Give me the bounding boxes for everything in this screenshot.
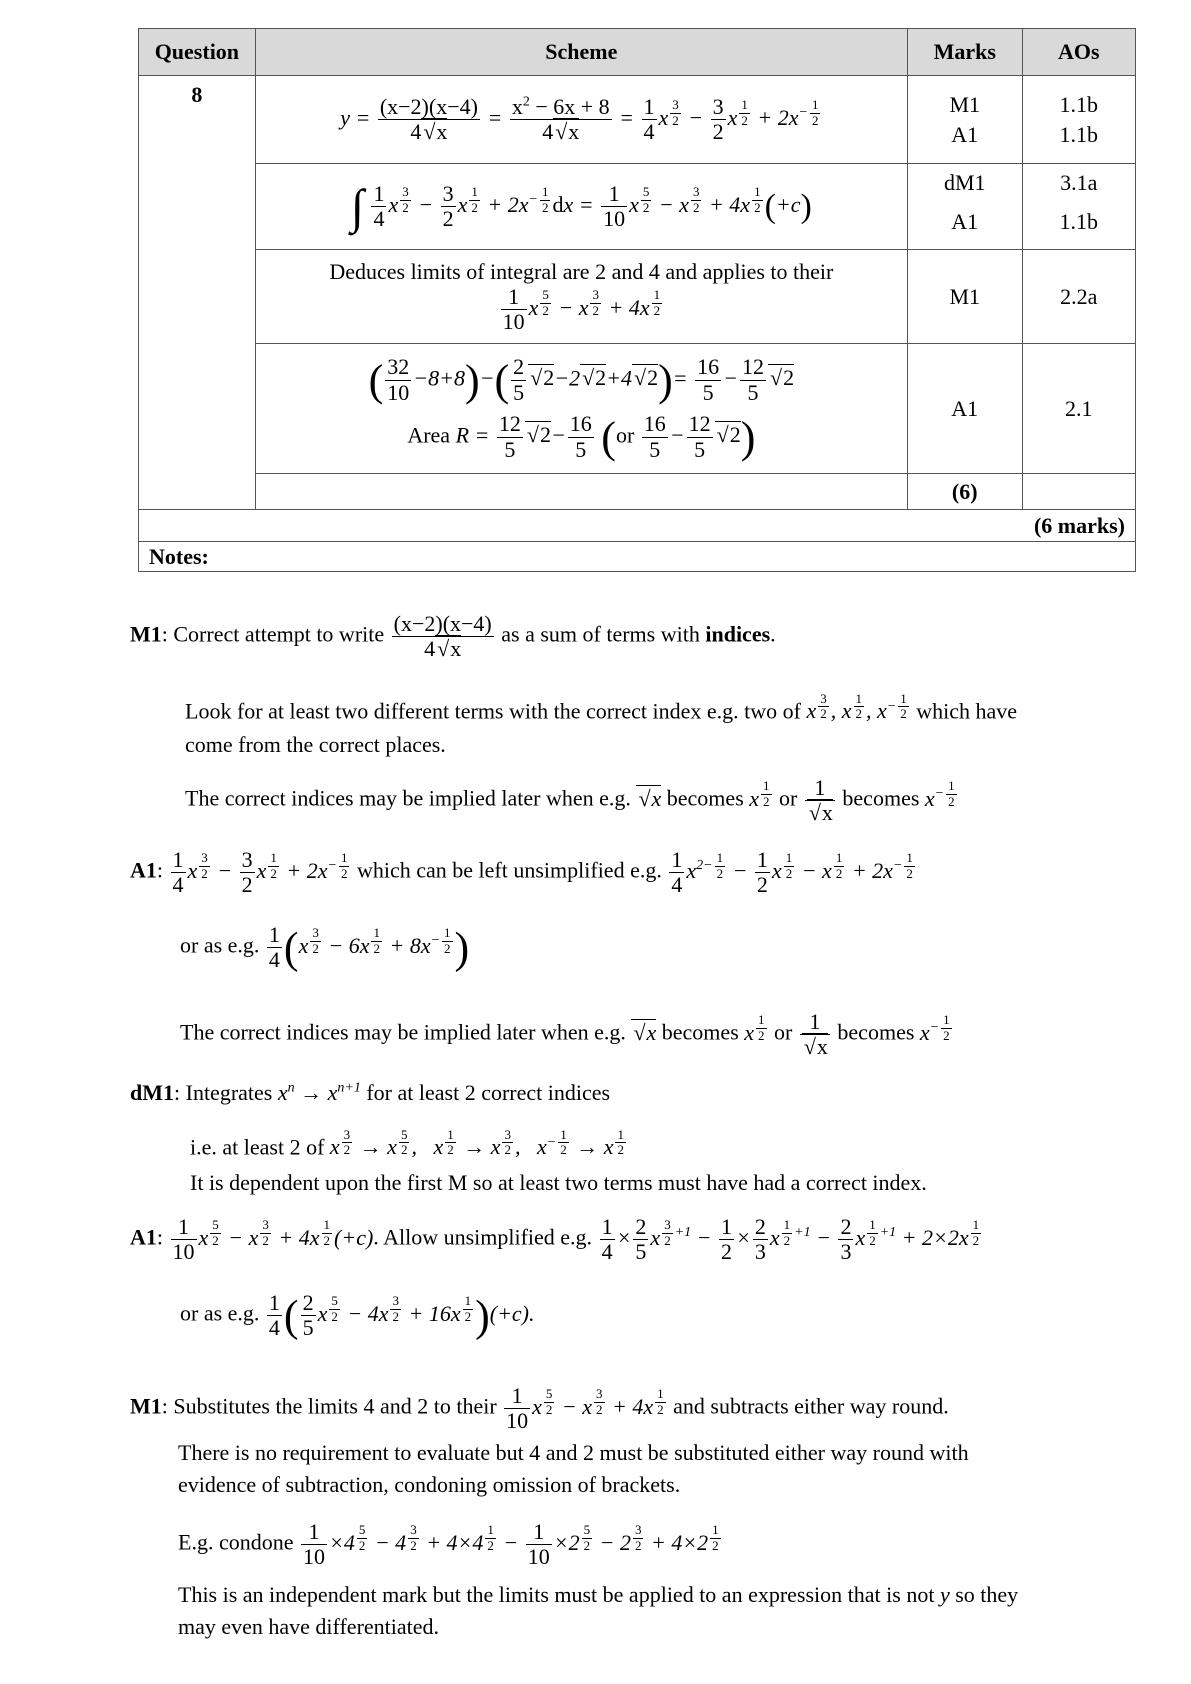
- header-scheme: Scheme: [255, 29, 907, 76]
- note-m1: M1: Correct attempt to write $\frac{(x-2)(x-4)}{4√ x}$ as a sum of terms with indices.: [130, 612, 776, 661]
- note-a1b: A1: $\frac{1}{10}$ x $^{\frac{5}{2}}$ − x $^{\frac{3}{2}}$ + 4x $^{\frac{1}{2}}$ (+c). Allow unsimplified e.g. $\frac{1}{4}$ × $\frac{2}{5}$ x $^{\frac{3}{2} +1}$ − $\frac{1}{2}$ × $\frac{2}{3}$ x $^{\frac{1}{2} +1}$ − $\frac{2}{3}$ x $^{\frac{1}{2} +1}$ + 2×2x $^{\frac{1}{2}}$: [130, 1214, 980, 1265]
- note-ie: i.e. at least 2 of x $^{\frac{3}{2}}$ → x $^{\frac{5}{2}}$ , x $^{\frac{1}{2}}$ → x $^{\frac{3}{2}}$ , $x^{- \frac{1}{2}}$ → x $^{\frac{1}{2}}$: [190, 1127, 624, 1160]
- limits-text: Deduces limits of integral are 2 and 4 and applies to their: [329, 258, 834, 284]
- aos-row-3: 2.2a: [1022, 250, 1135, 344]
- header-aos: AOs: [1022, 29, 1135, 76]
- scheme-row-4: ( $\frac{32}{10}$ −8+8)−( $\frac{2}{5}$ √ 2−2√ 2+4√ 2)= $\frac{16}{5}$ − $\frac{12}{5}$ √ 2 Area R = $\frac{12}{5}$ √ 2− $\frac{16}{5}$ (or $\frac{16}{5}$ − $\frac{12}{5}$ √ 2): [255, 344, 907, 474]
- note-dm1: dM1: Integrates $x^n \to x^{n+1}$ for at least 2 correct indices: [130, 1080, 611, 1105]
- aos-row-1: 1.1b 1.1b: [1022, 76, 1135, 164]
- note-a1-or: or as e.g. $\frac{1}{4}$ (x $^{\frac{3}{2}}$ − 6x $^{\frac{1}{2}}$ + $8x^{- \frac{1}{2}}$ ): [180, 921, 470, 972]
- scheme-row-2: ∫ $\frac{1}{4}$ x $^{\frac{3}{2}}$ − $\frac{3}{2}$ x $^{\frac{1}{2}}$ + $2x^{- \frac{1}{2}}$ dx = $\frac{1}{10}$ x $^{\frac{5}{2}}$ − x $^{\frac{3}{2}}$ + 4x $^{\frac{1}{2}}$ (+c): [255, 164, 907, 250]
- note-no-req-1: There is no requirement to evaluate but 4 and 2 must be substituted either way round with: [178, 1440, 969, 1465]
- header-question: Question: [139, 29, 256, 76]
- scheme-row-1: y = $\frac{(x-2)(x-4)}{4√ x}$ = $\frac{x^2 - 6x + 8}{4√ x}$ = $\frac{1}{4}$ x $^{\frac{3}{2}}$ − $\frac{3}{2}$ x $^{\frac{1}{2}}$ + $2x^{- \frac{1}{2}}$: [255, 76, 907, 164]
- aos-row-2: 3.1a 1.1b: [1022, 164, 1135, 250]
- aos-row-4: 2.1: [1022, 344, 1135, 474]
- mark-scheme-table: [138, 28, 1136, 572]
- note-eg-condone: E.g. condone $\frac{1}{10}$ ×4 $^{\frac{5}{2}}$ − 4 $^{\frac{3}{2}}$ + 4×4 $^{\frac{1}{2}}$ − $\frac{1}{10}$ ×2 $^{\frac{5}{2}}$ − 2 $^{\frac{3}{2}}$ + 4×2 $^{\frac{1}{2}}$: [178, 1519, 719, 1570]
- note-dependent: It is dependent upon the first M so at least two terms must have had a correct index.: [190, 1170, 927, 1195]
- scheme-row-5: [255, 474, 907, 510]
- note-m1b: M1: Substitutes the limits 4 and 2 to their $\frac{1}{10}$ x $^{\frac{5}{2}}$ − x $^{\frac{3}{2}}$ + 4x $^{\frac{1}{2}}$ and subtracts either way round.: [130, 1383, 949, 1434]
- or-text: or: [615, 422, 635, 448]
- marks-row-1: M1 A1: [907, 76, 1022, 164]
- note-implied-1: The correct indices may be implied later when e.g. √ x becomes x $^{\frac{1}{2}}$ or 1 √ x becomes $x^{- \frac{1}{2}}$: [185, 776, 959, 825]
- marks-row-2: dM1 A1: [907, 164, 1022, 250]
- scheme-row-3: Deduces limits of integral are 2 and 4 and applies to their $\frac{1}{10}$ x $^{\frac{5}{2}}$ − x $^{\frac{3}{2}}$ + 4x $^{\frac{1}{2}}$: [255, 250, 907, 344]
- note-look-for: Look for at least two different terms with the correct index e.g. two of x $^{\frac{3}{2}}$ , x $^{\frac{1}{2}}$ , $x^{- \frac{1}{2}}$ which have: [185, 691, 1018, 724]
- marks-total: (6): [907, 474, 1022, 510]
- area-label: Area: [407, 422, 451, 448]
- note-a1: A1: $\frac{1}{4}$ x $^{\frac{3}{2}}$ − $\frac{3}{2}$ x $^{\frac{1}{2}}$ + $2x^{- \frac{1}{2}}$ which can be left unsimplified e.g. $\frac{1}{4}$ $x^{2- \frac{1}{2}}$ − $\frac{1}{2}$ x $^{\frac{1}{2}}$ − x $^{\frac{1}{2}}$ + $2x^{- \frac{1}{2}}$: [130, 847, 913, 898]
- total-marks: (6 marks): [139, 510, 1136, 542]
- header-marks: Marks: [907, 29, 1022, 76]
- notes-label: Notes:: [139, 542, 1136, 572]
- note-no-req-2: evidence of subtraction, condoning omission of brackets.: [178, 1472, 681, 1497]
- note-correct-places: come from the correct places.: [185, 732, 446, 757]
- question-number: 8: [139, 76, 256, 510]
- note-independent-2: may even have differentiated.: [178, 1614, 440, 1639]
- marks-row-3: M1: [907, 250, 1022, 344]
- note-a1b-or: or as e.g. $\frac{1}{4}$ ( $\frac{2}{5}$ x $^{\frac{5}{2}}$ − 4x $^{\frac{3}{2}}$ + 16x $^{\frac{1}{2}}$ )(+c).: [180, 1289, 535, 1340]
- marks-row-4: A1: [907, 344, 1022, 474]
- note-implied-2: The correct indices may be implied later when e.g. √ x becomes x $^{\frac{1}{2}}$ or 1 √ x becomes $x^{- \frac{1}{2}}$: [180, 1010, 954, 1059]
- note-independent-1: This is an independent mark but the limits must be applied to an expression that is not y so they: [178, 1582, 1019, 1607]
